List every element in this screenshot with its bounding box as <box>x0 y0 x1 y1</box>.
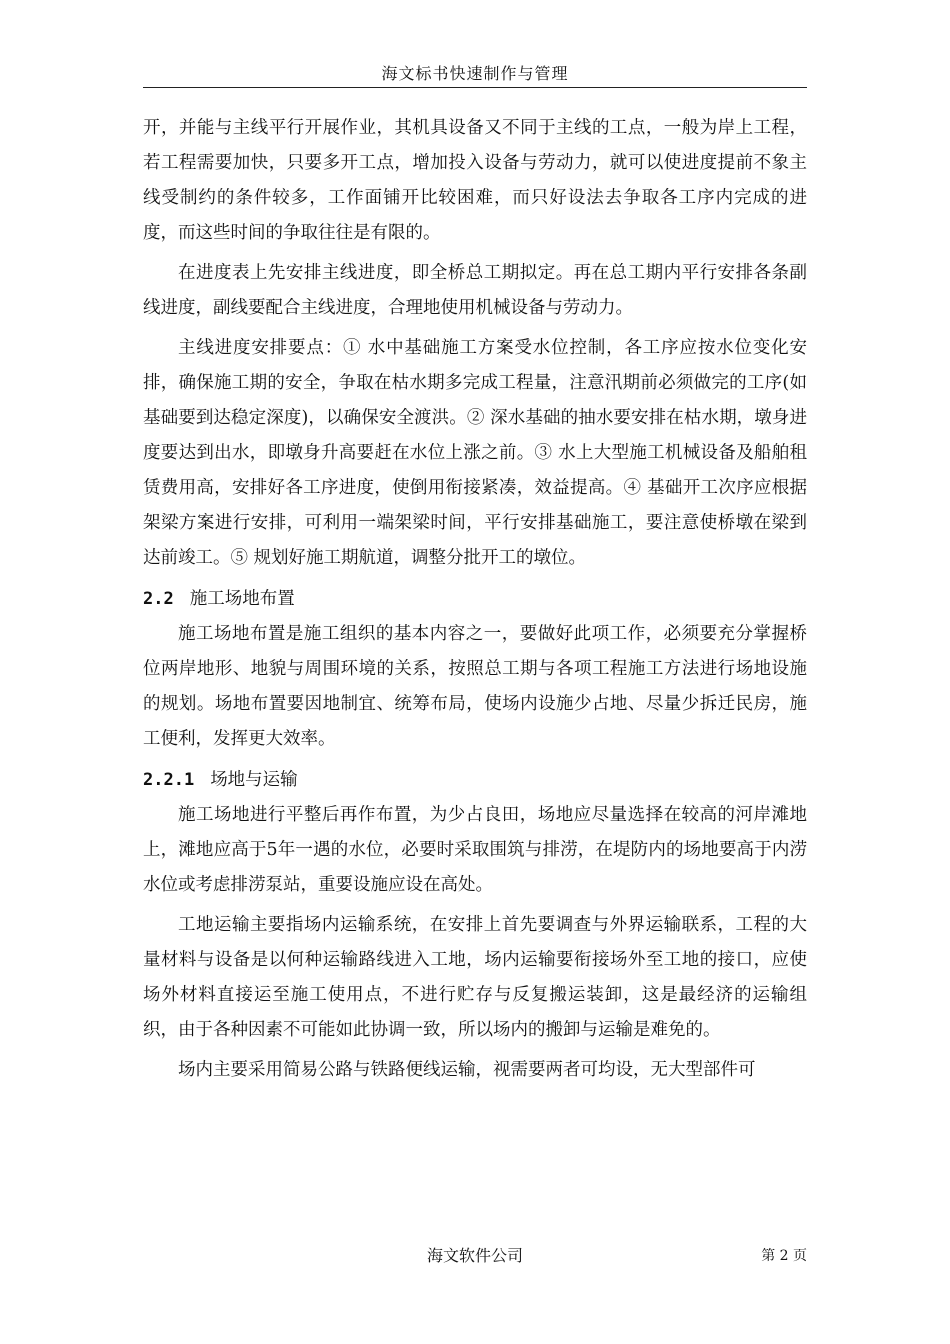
paragraph-continued: 开，并能与主线平行开展作业，其机具设备又不同于主线的工点，一般为岸上工程，若工程需要加快，只要多开工点，增加投入设备与劳动力，就可以使进度提前不象主线受制约的条件较多，工作面铺开比较困难，而只好设法去争取各工序内完成的进度，而这些时间的争取往往是有限的。 <box>143 118 807 243</box>
section-heading-2-2-1 <box>143 762 807 798</box>
paragraph-site-layout: 施工场地布置是施工组织的基本内容之一，要做好此项工作，必须要充分掌握桥位两岸地形、地貌与周围环境的关系，按照总工期与各项工程施工方法进行场地设施的规划。场地布置要因地制宜、统筹布局，使场内设施少占地、尽量少拆迁民房，施工便利，发挥更大效率。 <box>143 624 807 749</box>
section-number: 2.2.1 <box>143 770 195 790</box>
document-body <box>143 111 807 1093</box>
section-number: 2.2 <box>143 589 174 609</box>
paragraph-road-rail: 场内主要采用简易公路与铁路便线运输，视需要两者可均设，无大型部件可 <box>178 1060 756 1080</box>
footer-page-number: 第 2 页 <box>761 1248 807 1264</box>
page-header-title: 海文标书快速制作与管理 <box>381 64 569 83</box>
paragraph-main-line-key-points: 主线进度安排要点：① 水中基础施工方案受水位控制，各工序应按水位变化安排，确保施工期的安全，争取在枯水期多完成工程量，注意汛期前必须做完的工序(如基础要到达稳定深度)，以确保安全渡洪。② 深水基础的抽水要安排在枯水期，墩身进度要达到出水，即墩身升高要赶在水位上涨之前。③ 水上大型施工机械设备及船舶租赁费用高，安排好各工序进度，使倒用衔接紧凑，效益提高。④ 基础开工次序应根据架梁方案进行安排，可利用一端架梁时间，平行安排基础施工，要注意使桥墩在梁到达前竣工。⑤ 规划好施工期航道，调整分批开工的墩位。 <box>143 338 807 568</box>
section-title: 场地与运输 <box>210 770 298 790</box>
paragraph-site-leveling: 施工场地进行平整后再作布置，为少占良田，场地应尽量选择在较高的河岸滩地上，滩地应高于5年一遇的水位，必要时采取围筑与排涝，在堤防内的场地要高于内涝水位或考虑排涝泵站，重要设施应设在高处。 <box>143 805 807 895</box>
paragraph-site-transport: 工地运输主要指场内运输系统，在安排上首先要调查与外界运输联系，工程的大量材料与设备是以何种运输路线进入工地，场内运输要衔接场外至工地的接口，应使场外材料直接运至施工使用点，不进行贮存与反复搬运装卸，这是最经济的运输组织，由于各种因素不可能如此协调一致，所以场内的搬卸与运输是难免的。 <box>143 915 807 1040</box>
footer-company: 海文软件公司 <box>426 1246 523 1265</box>
paragraph-schedule-main-line: 在进度表上先安排主线进度，即全桥总工期拟定。再在总工期内平行安排各条副线进度，副线要配合主线进度，合理地使用机械设备与劳动力。 <box>143 263 807 318</box>
header-divider <box>143 87 807 88</box>
section-heading-2-2 <box>143 581 807 617</box>
section-title: 施工场地布置 <box>189 589 295 609</box>
